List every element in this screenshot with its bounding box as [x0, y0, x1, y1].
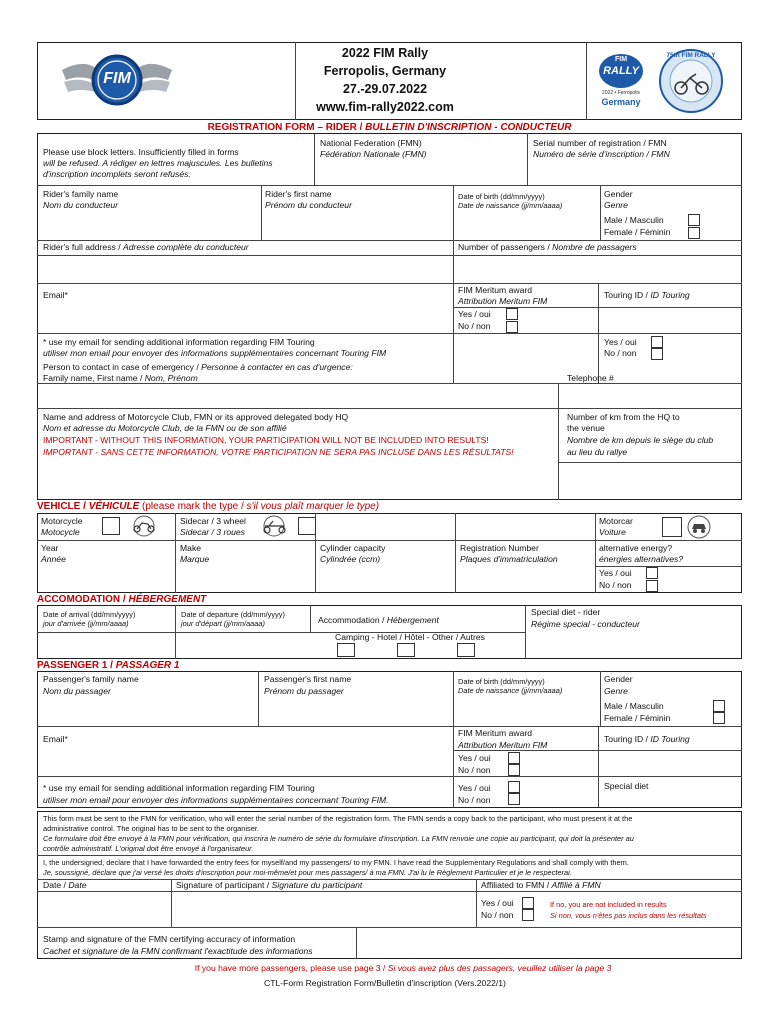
departure-label-fr: jour d'départ (jj/mm/aaaa) — [181, 619, 265, 628]
rider-gender-label-fr: Genre — [604, 200, 628, 210]
km-label-fr-1: Nombre de km depuis le siège du club — [567, 435, 714, 445]
affiliated-yes: Yes / oui — [481, 898, 514, 908]
rally-logo-top: FIM — [614, 56, 628, 63]
rider-meritum-no: No / non — [458, 321, 491, 331]
intro-line2: will be refused. A rédiger en lettres majuscules. Les bulletins — [43, 158, 273, 168]
motorcar-label: Motorcar — [599, 516, 633, 526]
rider-family-label: Rider's family name — [43, 189, 119, 199]
year-label-fr: Année — [41, 554, 66, 564]
passenger-family-label-fr: Nom du passager — [43, 686, 111, 696]
rider-touring-label: Touring ID / ID Touring — [604, 290, 690, 300]
motorcar-checkbox[interactable] — [662, 517, 682, 537]
anniversary-badge — [652, 48, 730, 114]
club-label: Name and address of Motorcycle Club, FMN or its approved delegated body HQ — [43, 412, 349, 422]
passenger-meritum-yes: Yes / oui — [458, 753, 491, 763]
diet-rider-label-fr: Régime special - conducteur — [531, 619, 640, 629]
rider-gender-label: Gender — [604, 189, 633, 199]
passenger-meritum-yes-checkbox[interactable] — [508, 752, 520, 764]
rally-logo-year: 2022 • Ferropolis — [602, 90, 640, 96]
accommodation-options: Camping - Hotel / Hôtel - Other / Autres — [335, 632, 485, 642]
rider-family-label-fr: Nom du conducteur — [43, 200, 118, 210]
send-info-fr-1: Ce formulaire doit être envoyé à la FMN pour vérification, qui inscrira le numéro de série du formulaire d'inscription. La FMN renvoie une copie au participant, qui doit la présenter au — [43, 834, 634, 843]
passenger-email-yes: Yes / oui — [458, 783, 491, 793]
passenger-gender-label: Gender — [604, 674, 633, 684]
accommodation-label: Accommodation / Hébergement — [318, 615, 439, 625]
alt-energy-yes: Yes / oui — [599, 568, 632, 578]
passenger-email-no-checkbox[interactable] — [508, 793, 520, 805]
car-icon — [686, 515, 712, 539]
passengers-label: Number of passengers / Nombre de passagers — [458, 242, 637, 252]
signature-label: Signature of participant / Signature du participant — [176, 880, 363, 890]
nat-fed-label-fr: Fédération Nationale (FMN) — [320, 149, 427, 159]
registration-number-label: Registration Number — [460, 543, 539, 553]
stamp-label: Stamp and signature of the FMN certifying accuracy of information — [43, 934, 296, 944]
rider-email-no-checkbox[interactable] — [651, 348, 663, 360]
declaration-fr: Je, soussigné, déclare que j'ai versé les droits d'inscription pour moi-même/et pour mes passagers/ à ma FMN. J'ai lu le Règlement Particulier et je le respecterai. — [43, 868, 572, 877]
passenger-email-label: Email* — [43, 734, 68, 744]
affiliated-no-checkbox[interactable] — [522, 909, 534, 921]
serial-label-fr: Numéro de série d'inscription / FMN — [533, 149, 670, 159]
rider-meritum-yes: Yes / oui — [458, 309, 491, 319]
rider-address-label: Rider's full address / Adresse complète du conducteur — [43, 242, 249, 252]
rider-email-no: No / non — [604, 348, 637, 358]
passenger-dob-label: Date of birth (dd/mm/yyyy) — [458, 677, 545, 686]
rider-female-label: Female / Féminin — [604, 227, 671, 237]
rider-email-use: * use my email for sending additional information regarding FIM Touring — [43, 337, 315, 347]
rider-meritum-yes-checkbox[interactable] — [506, 308, 518, 320]
rider-male-checkbox[interactable] — [688, 214, 700, 226]
nat-fed-label: National Federation (FMN) — [320, 138, 422, 148]
badge-text: 75th FIM RALLY — [666, 52, 716, 59]
send-info-fr-2: contrôle administratif. L'original doit être envoyé à l'organisateur. — [43, 844, 254, 853]
event-location: Ferropolis, Germany — [323, 64, 447, 78]
rider-meritum-label: FIM Meritum award — [458, 285, 533, 295]
passenger-email-yes-checkbox[interactable] — [508, 781, 520, 793]
rider-meritum-label-fr: Attribution Meritum FIM — [458, 296, 548, 306]
passenger-email-use: * use my email for sending additional information regarding FIM Touring — [43, 783, 315, 793]
passenger-email-no: No / non — [458, 795, 491, 805]
passenger-female-label: Female / Féminin — [604, 713, 671, 723]
sidecar-label: Sidecar / 3 wheel — [180, 516, 246, 526]
motorcar-label-fr: Voiture — [599, 527, 626, 537]
important-fr: IMPORTANT - SANS CETTE INFORMATION, VOTRE PARTICIPATION NE SERA PAS INCLUSE DANS LES RÉSULTATS! — [43, 447, 514, 457]
rider-email-label: Email* — [43, 290, 68, 300]
vehicle-heading: VEHICLE / VÉHICULE (please mark the type / s'il vous plaît marquer le type) — [37, 501, 380, 512]
alt-energy-no-checkbox[interactable] — [646, 580, 658, 592]
diet-rider-label: Special diet - rider — [531, 607, 601, 617]
passenger-diet-label: Special diet — [604, 781, 649, 791]
motorcycle-icon — [126, 515, 162, 537]
passenger-meritum-label: FIM Meritum award — [458, 728, 533, 738]
make-label: Make — [180, 543, 202, 553]
passenger-heading: PASSENGER 1 / PASSAGER 1 — [37, 660, 180, 671]
accommodation-heading: ACCOMODATION / HÉBERGEMENT — [37, 594, 207, 605]
rider-female-checkbox[interactable] — [688, 227, 700, 239]
passenger-male-label: Male / Masculin — [604, 701, 664, 711]
emergency-name-label: Family name, First name / Nom, Prénom — [43, 373, 198, 383]
year-label: Year — [41, 543, 59, 553]
passenger-male-checkbox[interactable] — [713, 700, 725, 712]
intro-line3: d'inscription incomplets seront refusés. — [43, 169, 191, 179]
motorcycle-label-fr: Motocycle — [41, 527, 80, 537]
passenger-female-checkbox[interactable] — [713, 712, 725, 724]
fim-logo-text: FIM — [103, 70, 131, 87]
not-included-en: If no, you are not included in results — [550, 900, 667, 909]
rider-male-label: Male / Masculin — [604, 215, 664, 225]
passenger-dob-label-fr: Date de naissance (jj/mm/aaaa) — [458, 686, 563, 695]
rally-logo-country: Germany — [601, 97, 641, 107]
camping-checkbox[interactable] — [337, 643, 355, 657]
rally-logo — [596, 50, 646, 112]
form-title-fr: BULLETIN D'INSCRIPTION - CONDUCTEUR — [365, 122, 572, 133]
form-id: CTL-Form Registration Form/Bulletin d'inscription (Vers.2022/1) — [264, 978, 506, 988]
passenger-meritum-no-checkbox[interactable] — [508, 764, 520, 776]
passenger-first-label: Passenger's first name — [264, 674, 352, 684]
sidecar-checkbox[interactable] — [298, 517, 316, 535]
declaration-en: I, the undersigned, declare that I have forwarded the entry fees for myself/and my passengers/ to my FMN. I have read the Supplementary Regulations and shall comply with them. — [43, 858, 629, 867]
km-label-2: the venue — [567, 423, 605, 433]
intro-line1: Please use block letters. Insufficiently filled in forms — [43, 147, 239, 157]
passenger-meritum-no: No / non — [458, 765, 491, 775]
rider-dob-label: Date of birth (dd/mm/yyyy) — [458, 192, 545, 201]
alt-energy-no: No / non — [599, 580, 632, 590]
not-included-fr: Si non, vous n'êtes pas inclus dans les résultats — [550, 911, 707, 920]
passenger-email-use-fr: utiliser mon email pour envoyer des informations supplémentaires concernant Touring FIM. — [43, 795, 389, 805]
club-label-fr: Nom et adresse du Motorcycle Club, de la FMN ou de son affilié — [43, 423, 287, 433]
rider-first-label: Rider's first name — [265, 189, 332, 199]
sidecar-label-fr: Sidecar / 3 roues — [180, 527, 245, 537]
alt-energy-label: alternative energy? — [599, 543, 673, 553]
send-info-en-1: This form must be sent to the FMN for verification, who will enter the serial number of the registration form. The FMN sends a copy back to the participant, who must present it at the — [43, 814, 633, 823]
rider-email-use-fr: utiliser mon email pour envoyer des informations supplémentaires concernant Touring FIM — [43, 348, 387, 358]
passenger-family-label: Passenger's family name — [43, 674, 139, 684]
rider-email-yes: Yes / oui — [604, 337, 637, 347]
rider-first-label-fr: Prénom du conducteur — [265, 200, 352, 210]
arrival-label: Date of arrival (dd/mm/yyyy) — [43, 610, 136, 619]
motorcycle-checkbox[interactable] — [102, 517, 120, 535]
form-title-en: REGISTRATION FORM – RIDER / — [207, 122, 366, 133]
km-label-1: Number of km from the HQ to — [567, 412, 680, 422]
passenger-meritum-label-fr: Attribution Meritum FIM — [458, 740, 548, 750]
telephone-label: Telephone # — [567, 373, 614, 383]
cc-label-fr: Cylindrée (ccm) — [320, 554, 381, 564]
registration-number-label-fr: Plaques d'immatriculation — [460, 554, 558, 564]
departure-label: Date of departure (dd/mm/yyyy) — [181, 610, 285, 619]
rider-email-yes-checkbox[interactable] — [651, 336, 663, 348]
date-label: Date / Date — [43, 880, 87, 890]
cc-label: Cylinder capacity — [320, 543, 386, 553]
sidecar-icon — [255, 515, 293, 537]
alt-energy-label-fr: énergies alternatives? — [599, 554, 684, 564]
km-label-fr-2: au lieu du rallye — [567, 447, 628, 457]
motorcycle-label: Motorcycle — [41, 516, 83, 526]
other-checkbox[interactable] — [457, 643, 475, 657]
passenger-first-label-fr: Prénom du passager — [264, 686, 344, 696]
event-website[interactable]: www.fim-rally2022.com — [316, 100, 454, 114]
rally-logo-main: RALLY — [603, 65, 639, 77]
emergency-label: Person to contact in case of emergency / Personne à contacter en cas d'urgence: — [43, 362, 353, 372]
passenger-touring-label: Touring ID / ID Touring — [604, 734, 690, 744]
rider-meritum-no-checkbox[interactable] — [506, 321, 518, 333]
event-title: 2022 FIM Rally — [341, 46, 429, 60]
affiliated-no: No / non — [481, 910, 514, 920]
send-info-en-2: administrative control. The original has to be sent to the organiser. — [43, 824, 259, 833]
event-dates: 27.-29.07.2022 — [342, 82, 428, 96]
stamp-label-fr: Cachet et signature de la FMN confirmant l'exactitude des informations — [43, 946, 313, 956]
alt-energy-yes-checkbox[interactable] — [646, 567, 658, 579]
important-en: IMPORTANT - WITHOUT THIS INFORMATION, YOUR PARTICIPATION WILL NOT BE INCLUDED INTO RESULTS! — [43, 435, 489, 445]
make-label-fr: Marque — [180, 554, 210, 564]
hotel-checkbox[interactable] — [397, 643, 415, 657]
affiliated-yes-checkbox[interactable] — [522, 897, 534, 909]
rider-dob-label-fr: Date de naissance (jj/mm/aaaa) — [458, 201, 563, 210]
affiliated-label: Affiliated to FMN / Affilié à FMN — [481, 880, 601, 890]
passenger-gender-label-fr: Genre — [604, 686, 628, 696]
serial-label: Serial number of registration / FMN — [533, 138, 667, 148]
more-passengers-note: If you have more passengers, please use page 3 / Si vous avez plus des passagers, veuillez utiliser la page 3 — [194, 963, 612, 973]
arrival-label-fr: jour d'arrivée (jj/mm/aaaa) — [43, 619, 129, 628]
form-title — [37, 122, 742, 133]
